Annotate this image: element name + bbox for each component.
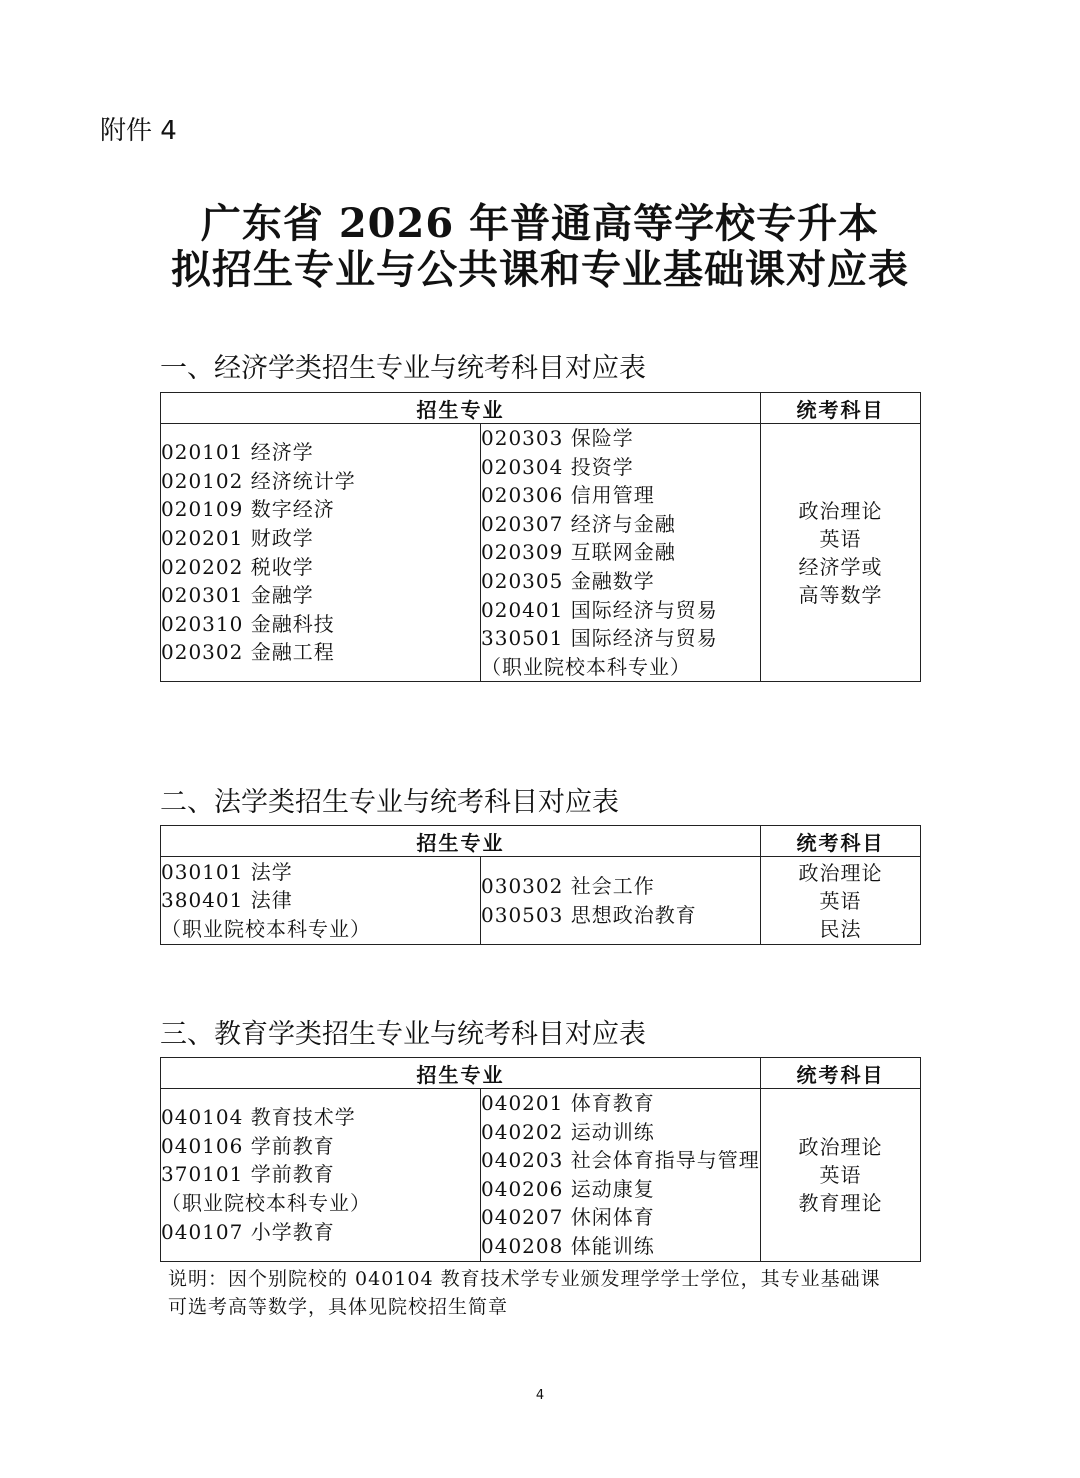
major-list-left (161, 857, 481, 945)
list-item: 020310 金融科技 (161, 611, 335, 636)
list-item: 030302 社会工作 (481, 873, 655, 898)
major-list-right (481, 424, 761, 682)
subject-item: 经济学或 (798, 554, 883, 579)
list-item: 040208 体能训练 (481, 1233, 655, 1258)
subject-item: 英语 (819, 526, 862, 551)
list-item: 020201 财政学 (161, 526, 314, 551)
law-table (160, 825, 921, 945)
list-item: 020401 国际经济与贸易 (481, 597, 718, 622)
header-subject: 统考科目 (761, 393, 921, 424)
section-heading-economics: 一、经济学类招生专业与统考科目对应表 (160, 353, 646, 384)
list-item: 020304 投资学 (481, 454, 634, 479)
list-item: （职业院校本科专业） (161, 1191, 371, 1216)
list-item: 020309 互联网金融 (481, 540, 676, 565)
economics-table (160, 392, 921, 682)
document-title-line1: 广东省 2026 年普通高等学校专升本 (200, 200, 880, 247)
major-list-right (481, 857, 761, 945)
subject-list (761, 1089, 921, 1262)
subject-item: 政治理论 (798, 860, 883, 885)
footnote-line1: 说明：因个别院校的 040104 教育技术学专业颁发理学学士学位，其专业基础课 (168, 1268, 881, 1290)
major-list-left (161, 424, 481, 682)
list-item: 380401 法律 (161, 888, 293, 913)
header-subject: 统考科目 (761, 826, 921, 857)
subject-list (761, 424, 921, 682)
list-item: 040206 运动康复 (481, 1176, 655, 1201)
footnote (168, 1265, 928, 1321)
major-list-right (481, 1089, 761, 1262)
list-item: 040106 学前教育 (161, 1133, 335, 1158)
document-title-line2: 拟招生专业与公共课和专业基础课对应表 (171, 246, 909, 293)
list-item: 020301 金融学 (161, 583, 314, 608)
header-major: 招生专业 (161, 393, 761, 424)
list-item: 020102 经济统计学 (161, 468, 356, 493)
list-item: 040203 社会体育指导与管理 (481, 1148, 760, 1173)
list-item: 330501 国际经济与贸易 (481, 626, 718, 651)
subject-item: 英语 (819, 1162, 862, 1187)
list-item: 040201 体育教育 (481, 1091, 655, 1115)
header-major: 招生专业 (161, 826, 761, 857)
list-item: （职业院校本科专业） (161, 916, 371, 941)
section-heading-education: 三、教育学类招生专业与统考科目对应表 (160, 1019, 646, 1050)
list-item: 370101 学前教育 (161, 1162, 335, 1187)
header-major: 招生专业 (161, 1058, 761, 1089)
major-list-left (161, 1089, 481, 1262)
footnote-line2: 可选考高等数学，具体见院校招生简章 (168, 1296, 509, 1318)
subject-item: 高等数学 (798, 582, 883, 607)
list-item: 020202 税收学 (161, 554, 314, 579)
list-item: 020305 金融数学 (481, 568, 655, 593)
list-item: 020101 经济学 (161, 440, 314, 465)
list-item: 040202 运动训练 (481, 1119, 655, 1144)
header-subject: 统考科目 (761, 1058, 921, 1089)
list-item: 020306 信用管理 (481, 483, 655, 508)
subject-item: 英语 (819, 888, 862, 913)
list-item: 020302 金融工程 (161, 640, 335, 665)
subject-item: 民法 (819, 916, 862, 941)
subject-item: 政治理论 (798, 1134, 883, 1159)
subject-item: 教育理论 (798, 1190, 883, 1215)
list-item: 030503 思想政治教育 (481, 902, 697, 927)
list-item: 020109 数字经济 (161, 497, 335, 522)
list-item: 020303 保险学 (481, 426, 634, 450)
education-table (160, 1057, 921, 1262)
list-item: 040104 教育技术学 (161, 1105, 356, 1130)
subject-list (761, 857, 921, 945)
page-number: 4 (535, 1388, 545, 1403)
subject-item: 政治理论 (798, 498, 883, 523)
list-item: 020307 经济与金融 (481, 511, 676, 536)
list-item: 040107 小学教育 (161, 1219, 335, 1244)
section-heading-law: 二、法学类招生专业与统考科目对应表 (160, 787, 619, 818)
attachment-label: 附件 4 (100, 116, 177, 146)
list-item: 040207 休闲体育 (481, 1205, 655, 1230)
list-item: 030101 法学 (161, 859, 293, 884)
list-item: （职业院校本科专业） (481, 654, 691, 679)
